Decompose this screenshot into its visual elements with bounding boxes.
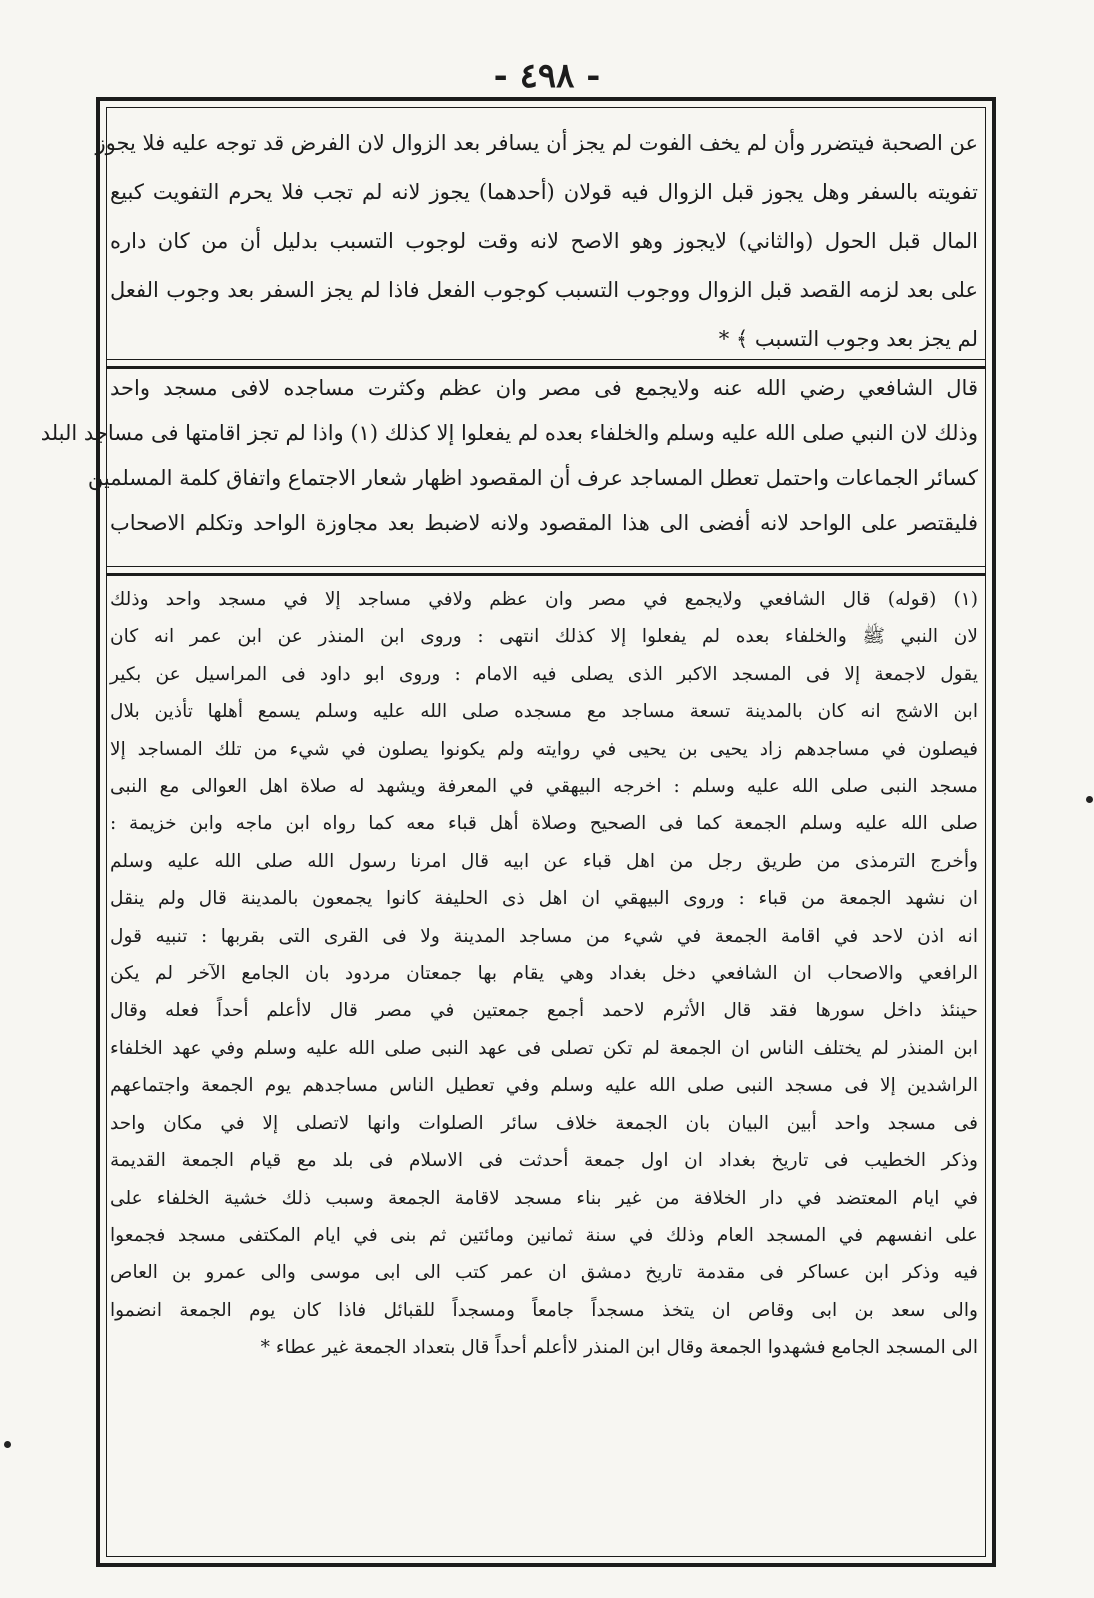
footnote-divider [106,566,986,576]
shafii-text-line: فليقتصر على الواحد لانه أفضى الى هذا المقصود ولانه لاضبط بعد مجاوزة الواحد وتكلم الاصحاب [110,511,978,535]
footnote-line: الى المسجد الجامع فشهدوا الجمعة وقال ابن المنذر لاأعلم أحداً قال بتعداد الجمعة غير عطاء * [260,1337,978,1359]
shafii-text-line: كسائر الجماعات واحتمل تعطل المساجد عرف أن المقصود اظهار شعار الاجتماع واتفاق كلمة المسلمين [87,466,978,490]
footnote-line: فيه وذكر ابن عساكر فى مقدمة تاريخ دمشق ان عمر كتب الى ابى موسى والى عمرو بن العاص [110,1262,978,1284]
footnote-line: على انفسهم في المسجد العام وذلك في سنة ثمانين ومائتين ثم بنى في ايام المكتفى مسجد فجمعوا [110,1224,978,1246]
page-border-frame [40,97,996,1567]
shafii-text-line: قال الشافعي رضي الله عنه ولايجمع فى مصر وان عظم وكثرت مساجده لافى مسجد واحد [110,376,978,400]
footnote-line: مسجد النبى صلى الله عليه وسلم : اخرجه البيهقي في المعرفة ويشهد له صلاة اهل العوالى مع النبى [110,776,978,798]
page-number: - ٤٩٨ - [493,56,601,96]
footnote-line: يقول لاجمعة إلا فى المسجد الاكبر الذى يصلى فيه الامام : وروى ابو داود فى المراسيل عن بكير [110,663,978,685]
footnote-line: ابن الاشج انه كان بالمدينة تسعة مساجد مع مسجده صلى الله عليه وسلم يسمع أهلها تأذين بلال [110,701,978,723]
scan-speck [1086,796,1093,803]
footnote-line: لان النبي ﷺ والخلفاء بعده لم يفعلوا إلا كذلك انتهى : وروى ابن المنذر عن ابن عمر انه كان [110,626,978,648]
footnote-line: فيصلون في مساجدهم زاد يحيى بن يحيى في روايته ولم يكونوا يصلون في شيء من تلك المساجد إلا [110,738,978,760]
footnote-line: وذكر الخطيب فى تاريخ بغداد ان اول جمعة أحدثت فى الاسلام فى بلد مع قيام الجمعة القديمة [110,1150,978,1172]
footnote-line: انه اذن لاحد في اقامة الجمعة في شيء من مساجد المدينة ولا فى القرى التى بقربها : تنبيه قول [110,925,978,947]
footnote-line: حينئذ داخل سورها فقد قال الأثرم لاحمد أجمع جمعتين في مصر قال لاأعلم أحداً فعله وقال [110,1000,978,1022]
main-text-line: على بعد لزمه القصد قبل الزوال ووجوب التسبب كوجوب الفعل فاذا لم يجز السفر بعد وجوب الفعل [110,278,978,302]
footnote-line: وأخرج الترمذى من طريق رجل من اهل قباء عن ابيه قال امرنا رسول الله صلى الله عليه وسلم [110,850,978,872]
shafii-text-line: وذلك لان النبي صلى الله عليه وسلم والخلفاء بعده لم يفعلوا إلا كذلك (١) واذا لم تجز اقامتها فى مساجد البلد [40,421,978,445]
scan-speck [4,1441,11,1448]
footnote-line: ابن المنذر لم يختلف الناس ان الجمعة لم تكن تصلى فى عهد النبى صلى الله عليه وسلم وفي عهد الخلفاء [110,1037,978,1059]
footnote-block [110,581,978,1367]
footnote-line: والى سعد بن ابى وقاص ان يتخذ مسجداً جامعاً ومسجداً للقبائل فاذا كان يوم الجمعة انضموا [110,1299,978,1321]
footnote-line: ان نشهد الجمعة من قباء : وروى البيهقي ان اهل ذى الحليفة كانوا يجمعون بالمدينة قال ولم ينقل [110,888,978,910]
footnote-line: الرافعي والاصحاب ان الشافعي دخل بغداد وهي يقام بها جمعتان مردود بان الجامع الآخر لم يكن [110,963,978,985]
footnote-line: فى مسجد واحد أبين البيان بان الجمعة خلاف سائر الصلوات وانها لاتصلى إلا في مكان واحد [110,1112,978,1134]
main-text-line: المال قبل الحول (والثاني) لايجوز وهو الاصح لانه وقت لوجوب التسبب بدليل أن من كان داره [110,229,978,253]
footnote-line: في ايام المعتضد في دار الخلافة من غير بناء مسجد لاقامة الجمعة وسبب ذلك خشية الخلفاء على [110,1187,978,1209]
shafii-text-block [40,366,978,546]
main-text-line: تفويته بالسفر وهل يجوز قبل الزوال فيه قولان (أحدهما) يجوز لانه لم تجب فلا يحرم التفويت كبيع [110,180,978,204]
main-text-block [95,119,978,364]
main-text-line: لم يجز بعد وجوب التسبب ﴾ * [718,327,978,351]
footnote-line: (١) (قوله) قال الشافعي ولايجمع في مصر وان عظم ولافي مساجد إلا في مسجد واحد وذلك [110,589,978,610]
footnote-line: صلى الله عليه وسلم الجمعة كما فى الصحيح وصلاة أهل قباء معه كما رواه ابن ماجه وابن خزيمة : [110,813,978,835]
footnote-line: الراشدين إلا فى مسجد النبى صلى الله عليه وسلم وفي تعطيل الناس مساجدهم يوم الجمعة واجتماعهم [110,1075,978,1097]
main-text-line: عن الصحبة فيتضرر وأن لم يخف الفوت لم يجز أن يسافر بعد الزوال لان الفرض قد توجه عليه فلا يجوز [95,131,978,155]
